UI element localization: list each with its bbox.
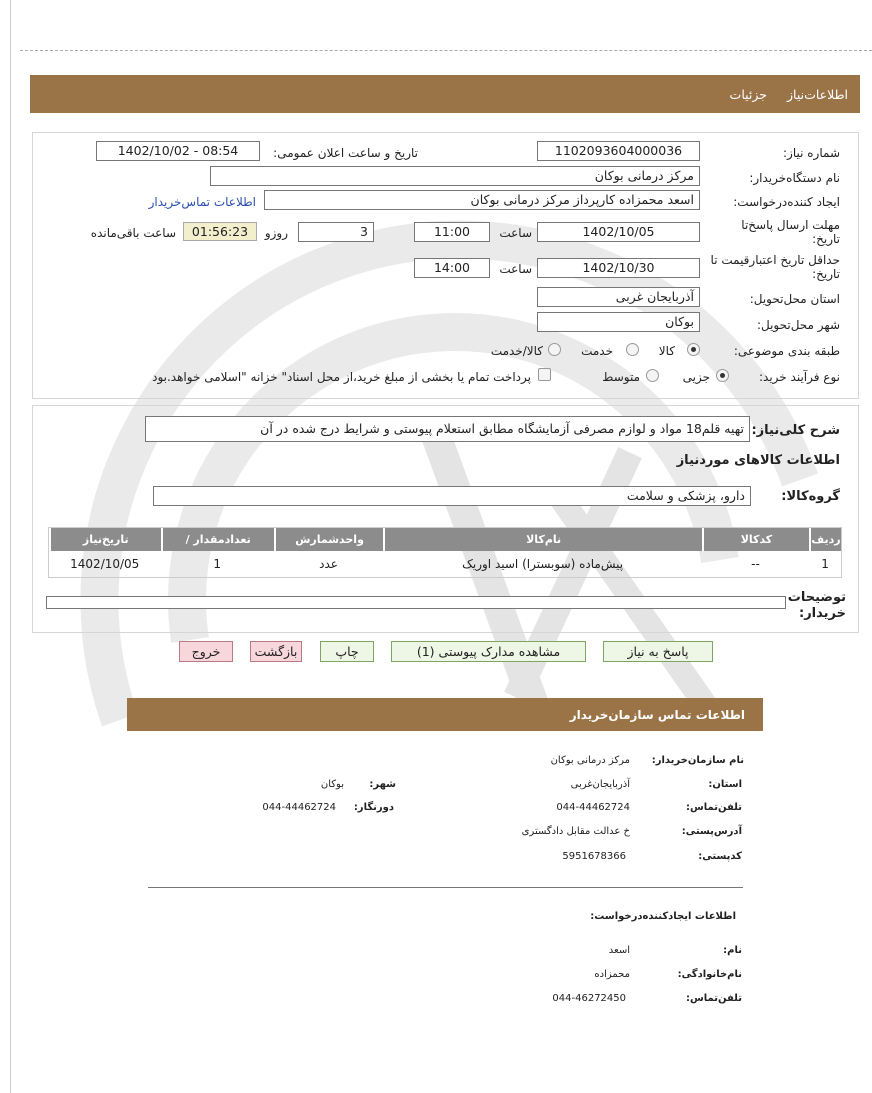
contact-org-label: نام سازمان‌خریدار: xyxy=(651,755,744,766)
category-radio-goods[interactable] xyxy=(687,343,700,356)
col-header-item-name: نام‌کالا xyxy=(383,528,702,551)
deadline-time-field[interactable]: 11:00 xyxy=(414,222,490,242)
buyer-contact-link[interactable]: اطلاعات تماس‌خریدار xyxy=(148,195,256,209)
col-header-need-date: تاریخ‌نیاز xyxy=(49,528,161,551)
process-option-medium: متوسط xyxy=(602,370,640,384)
creator-label: ایجاد کننده‌درخواست: xyxy=(733,195,840,209)
creator-family-value: محمزاده xyxy=(594,969,630,980)
creator-name-value: اسعد xyxy=(608,945,630,956)
creator-phone-value: 044-46272450 xyxy=(552,993,626,1004)
city-field[interactable]: بوکان xyxy=(537,312,700,332)
table-row[interactable] xyxy=(49,551,841,577)
category-option-goods: کالا xyxy=(658,344,675,358)
deadline-time-label: ساعت xyxy=(499,226,532,240)
contact-fax-value: 044-44462724 xyxy=(262,802,336,813)
view-attachments-button[interactable]: مشاهده مدارک پیوستی (1) xyxy=(391,641,586,662)
remaining-time-display: 01:56:23 xyxy=(183,222,257,241)
city-label: شهر محل‌تحویل: xyxy=(756,318,840,332)
summary-field[interactable]: تهیه قلم18 مواد و لوازم مصرفی آزمایشگاه مطابق استعلام پیوستی و شرایط درج شده در آن xyxy=(145,416,750,442)
deadline-date-field[interactable]: 1402/10/05 xyxy=(537,222,700,242)
contact-org-value: مرکز درمانی بوکان xyxy=(550,755,630,766)
announce-datetime-field[interactable]: 1402/10/02 - 08:54 xyxy=(96,141,260,161)
category-radio-service[interactable] xyxy=(626,343,639,356)
contact-fax-label: دورنگار: xyxy=(353,802,394,813)
validity-time-label: ساعت xyxy=(499,262,532,276)
process-option-minor: جزیی xyxy=(682,370,710,384)
days-label: روزو xyxy=(264,226,288,240)
process-radio-medium[interactable] xyxy=(646,369,659,382)
contact-address-label: آدرس‌پستی: xyxy=(681,826,742,837)
contact-address-value: خ عدالت مقابل دادگستری xyxy=(521,826,630,837)
category-radio-both[interactable] xyxy=(548,343,561,356)
buyer-name-field[interactable]: مرکز درمانی بوکان xyxy=(210,166,700,186)
validity-date-field[interactable]: 1402/10/30 xyxy=(537,258,700,278)
table-header-row xyxy=(49,528,841,551)
treasury-payment-checkbox[interactable] xyxy=(538,368,551,381)
buyer-notes-label: توضیحات خریدار: xyxy=(787,590,846,621)
summary-label: شرح کلی‌نیاز: xyxy=(751,423,840,438)
contact-phone-label: تلفن‌تماس: xyxy=(685,802,742,813)
cell-item-code: -- xyxy=(751,557,760,571)
category-label: طبقه بندی موضوعی: xyxy=(733,344,840,358)
process-label: نوع فرآیند خرید: xyxy=(759,370,840,384)
province-label: استان محل‌تحویل: xyxy=(749,292,840,306)
tab-details[interactable]: جزئیات xyxy=(729,87,767,102)
contact-city-value: بوکان xyxy=(320,779,344,790)
tab-need-info[interactable]: اطلاعات‌نیاز xyxy=(786,87,848,102)
cell-row-number: 1 xyxy=(821,557,829,571)
category-option-both: کالا/خدمت xyxy=(490,344,543,358)
reply-button[interactable]: پاسخ به نیاز xyxy=(603,641,713,662)
process-radio-minor[interactable] xyxy=(716,369,729,382)
buyer-notes-field[interactable] xyxy=(46,596,786,609)
contact-phone-value: 044-44462724 xyxy=(556,802,630,813)
col-header-unit: واحدشمارش xyxy=(274,528,384,551)
contact-province-value: آذربایجان‌غربی xyxy=(570,779,630,790)
cell-unit: عدد xyxy=(319,557,338,571)
goods-table xyxy=(48,527,842,578)
contact-province-label: استان: xyxy=(708,779,742,790)
creator-family-label: نام‌خانوادگی: xyxy=(677,969,742,980)
goods-group-field[interactable]: دارو، پزشکی و سلامت xyxy=(153,486,751,506)
announce-label: تاریخ و ساعت اعلان عمومی: xyxy=(273,146,418,160)
goods-info-title: اطلاعات کالاهای موردنیاز xyxy=(676,453,840,468)
contact-postal-label: کدپستی: xyxy=(698,851,742,862)
col-header-item-code: کدکالا xyxy=(702,528,809,551)
creator-field[interactable]: اسعد محمزاده کارپرداز مرکز درمانی بوکان xyxy=(264,190,700,210)
contact-postal-value: 5951678366 xyxy=(562,851,626,862)
creator-info-title: اطلاعات ایجادکننده‌درخواست: xyxy=(590,911,736,922)
validity-time-field[interactable]: 14:00 xyxy=(414,258,490,278)
goods-group-label: گروه‌کالا: xyxy=(781,489,840,504)
exit-button[interactable]: خروج xyxy=(179,641,233,662)
col-header-row-number: ردیف xyxy=(809,528,841,551)
province-field[interactable]: آذربایجان غربی xyxy=(537,287,700,307)
category-option-service: خدمت xyxy=(581,344,613,358)
contact-city-label: شهر: xyxy=(369,779,396,790)
contact-section-header: اطلاعات تماس سازمان‌خریدار xyxy=(127,698,763,731)
cell-need-date: 1402/10/05 xyxy=(70,557,140,571)
cell-item-name: پیش‌ماده (سوبسترا) اسید اوریک xyxy=(462,557,624,571)
cell-quantity: 1 xyxy=(213,557,221,571)
contact-divider xyxy=(148,887,743,888)
need-number-label: شماره نیاز: xyxy=(783,146,840,160)
remaining-time-label: ساعت باقی‌مانده xyxy=(90,226,176,240)
validity-label: حداقل تاریخ اعتبار‌قیمت تا تاریخ: xyxy=(710,253,840,281)
back-button[interactable]: بازگشت xyxy=(250,641,302,662)
creator-name-label: نام: xyxy=(723,945,742,956)
treasury-payment-note: پرداخت تمام یا بخشی از مبلغ خرید،از محل اسناد" خزانه "اسلامی خواهد.بود xyxy=(152,370,531,384)
need-number-field[interactable]: 1102093604000036 xyxy=(537,141,700,161)
deadline-label: مهلت ارسال پاسخ‌تا تاریخ: xyxy=(741,218,840,246)
buyer-name-label: نام دستگاه‌خریدار: xyxy=(749,171,840,185)
details-header-bar xyxy=(30,75,860,113)
creator-phone-label: تلفن‌تماس: xyxy=(685,993,742,1004)
col-header-quantity: تعداد‌مقدار / xyxy=(161,528,274,551)
days-field[interactable]: 3 xyxy=(298,222,374,242)
print-button[interactable]: چاپ xyxy=(320,641,374,662)
